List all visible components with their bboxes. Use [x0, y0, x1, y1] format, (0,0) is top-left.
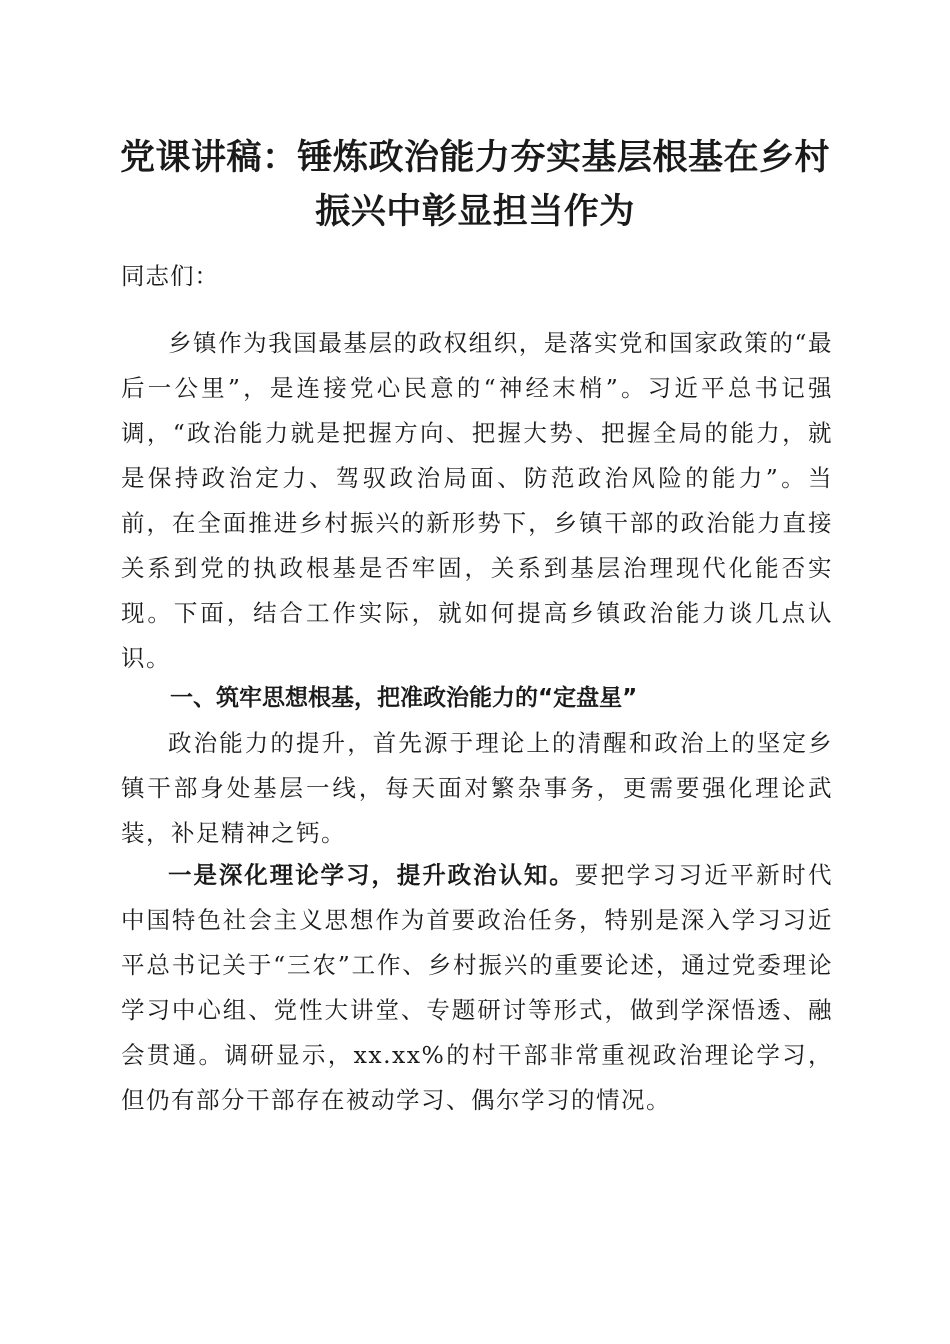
- section-1-paragraph: 政治能力的提升，首先源于理论上的清醒和政治上的坚定乡镇干部身处基层一线，每天面对繁杂事务，更需要强化理论武装，补足精神之钙。: [121, 729, 833, 847]
- point-1-text: 要把学习习近平新时代中国特色社会主义思想作为首要政治任务，特别是深入学习习近平总书记关于“三农”工作、乡村振兴的重要论述，通过党委理论学习中心组、党性大讲堂、专题研讨等形式，做到学深悟透、融会贯通。调研显示，xx.xx%的村干部非常重视政治理论学习，但仍有部分干部存在被动学习、偶尔学习的情况。: [121, 861, 834, 1114]
- section-1-heading: 一、筑牢思想根基，把准政治能力的“定盘星”: [170, 685, 638, 711]
- point-1-paragraph: [121, 853, 833, 1123]
- intro-block: [121, 321, 833, 681]
- salutation: 同志们：: [121, 262, 219, 290]
- document-title-line-1: 党课讲稿：锤炼政治能力夯实基层根基在乡村: [119, 138, 830, 178]
- section-1-block: [121, 721, 833, 856]
- point-1-lead: 一是深化理论学习，提升政治认知。: [168, 861, 575, 889]
- intro-paragraph: 乡镇作为我国最基层的政权组织，是落实党和国家政策的“最后一公里”，是连接党心民意的“神经末梢”。习近平总书记强调，“政治能力就是把握方向、把握大势、把握全局的能力，就是保持政治定力、驾驭政治局面、防范政治风险的能力”。当前，在全面推进乡村振兴的新形势下，乡镇干部的政治能力直接关系到党的执政根基是否牢固，关系到基层治理现代化能否实现。下面，结合工作实际，就如何提高乡镇政治能力谈几点认识。: [121, 329, 833, 672]
- document-title-line-2: 振兴中彰显担当作为: [315, 192, 635, 232]
- point-1-block: [121, 853, 833, 1123]
